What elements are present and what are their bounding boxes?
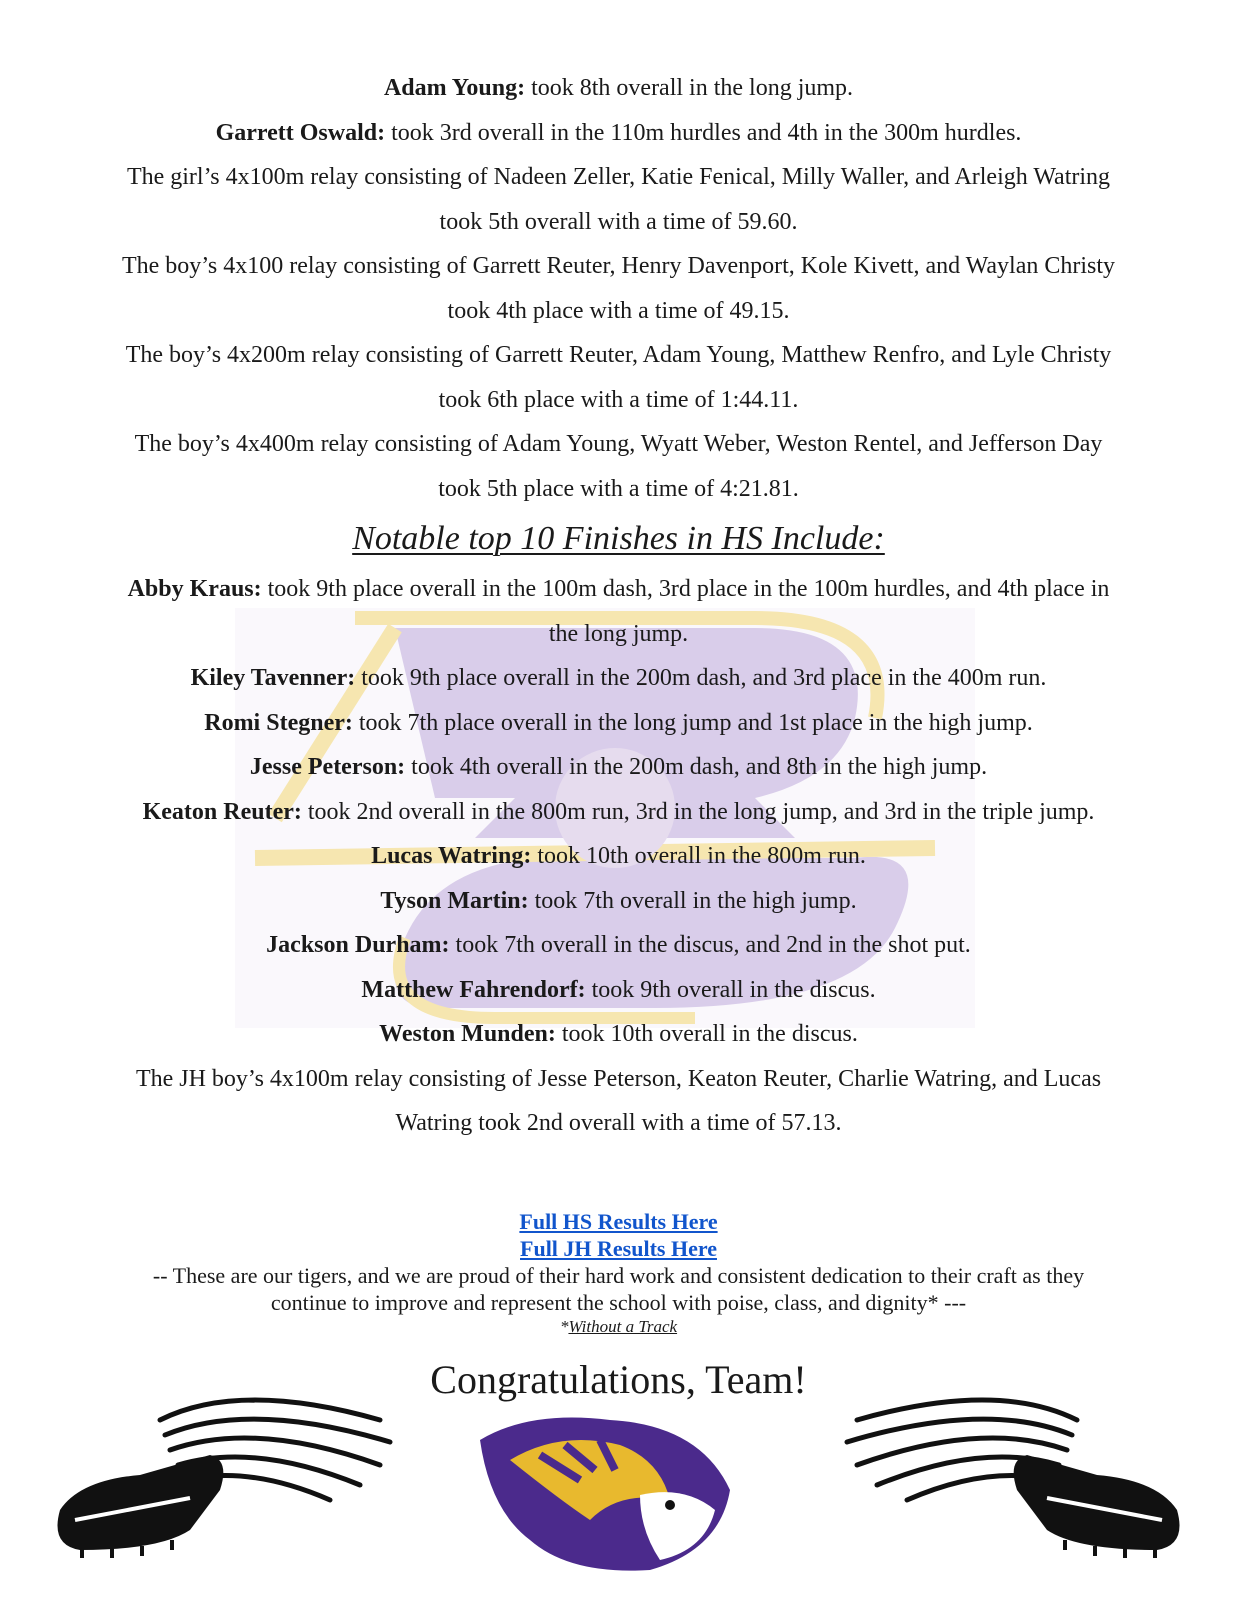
section-heading: Notable top 10 Finishes in HS Include: bbox=[352, 520, 885, 557]
full-jh-results-link[interactable]: Full JH Results Here bbox=[520, 1235, 717, 1261]
result-matthew-fahrendorf: Matthew Fahrendorf: took 9th overall in the discus. bbox=[361, 976, 876, 1003]
result-kiley-tavenner: Kiley Tavenner: took 9th place overall in the 200m dash, and 3rd place in the 400m run. bbox=[190, 665, 1047, 691]
result-romi-stegner: Romi Stegner: took 7th place overall in the long jump and 1st place in the high jump. bbox=[204, 709, 1033, 736]
result-weston-munden: Weston Munden: took 10th overall in the discus. bbox=[379, 1021, 858, 1047]
relay-girls-4x100: The girl’s 4x100m relay consisting of Nadeen Zeller, Katie Fenical, Milly Waller, and Arleigh Watring took 5th overall with a time of 59.60. bbox=[126, 164, 1111, 235]
result-garrett-oswald: Garrett Oswald: took 3rd overall in the 110m hurdles and 4th in the 300m hurdles. bbox=[215, 119, 1022, 146]
tiger-mascot-icon bbox=[470, 1400, 740, 1575]
result-jesse-peterson: Jesse Peterson: took 4th overall in the 200m dash, and 8th in the high jump. bbox=[249, 754, 988, 780]
result-tyson-martin: Tyson Martin: took 7th overall in the high jump. bbox=[380, 887, 857, 914]
result-keaton-reuter: Keaton Reuter: took 2nd overall in the 800m run, 3rd in the long jump, and 3rd in the triple jump. bbox=[142, 798, 1095, 825]
result-jackson-durham: Jackson Durham: took 7th overall in the discus, and 2nd in the shot put. bbox=[266, 932, 971, 958]
full-hs-results-link[interactable]: Full HS Results Here bbox=[519, 1208, 718, 1234]
congratulations-banner: Congratulations, Team! bbox=[430, 1357, 807, 1402]
winged-shoe-icon bbox=[837, 1380, 1197, 1560]
result-abby-kraus: Abby Kraus: took 9th place overall in the 100m dash, 3rd place in the 100m hurdles, and 4th place in the long jump. bbox=[127, 576, 1110, 647]
relay-jh-boys-4x100: The JH boy’s 4x100m relay consisting of Jesse Peterson, Keaton Reuter, Charlie Watring, and Lucas Watring took 2nd overall with a time of 57.13. bbox=[135, 1065, 1102, 1136]
closing-statement: -- These are our tigers, and we are proud of their hard work and consistent dedication to their craft as they continue to improve and represent the school with poise, class, and dignity* --- bbox=[152, 1262, 1085, 1315]
footnote: *Without a Track bbox=[559, 1316, 678, 1336]
relay-boys-4x100: The boy’s 4x100 relay consisting of Garrett Reuter, Henry Davenport, Kole Kivett, and Waylan Christy took 4th place with a time of 49.15. bbox=[121, 253, 1116, 324]
results-links bbox=[0, 1208, 1237, 1262]
relay-boys-4x400: The boy’s 4x400m relay consisting of Adam Young, Wyatt Weber, Weston Rentel, and Jefferson Day took 5th place with a time of 4:21.81. bbox=[134, 431, 1103, 502]
result-adam-young: Adam Young: took 8th overall in the long jump. bbox=[383, 75, 854, 101]
result-lucas-watring: Lucas Watring: took 10th overall in the 800m run. bbox=[371, 843, 866, 869]
winged-shoe-icon bbox=[40, 1380, 400, 1560]
relay-boys-4x200: The boy’s 4x200m relay consisting of Garrett Reuter, Adam Young, Matthew Renfro, and Lyle Christy took 6th place with a time of 1:44.11. bbox=[125, 342, 1112, 413]
